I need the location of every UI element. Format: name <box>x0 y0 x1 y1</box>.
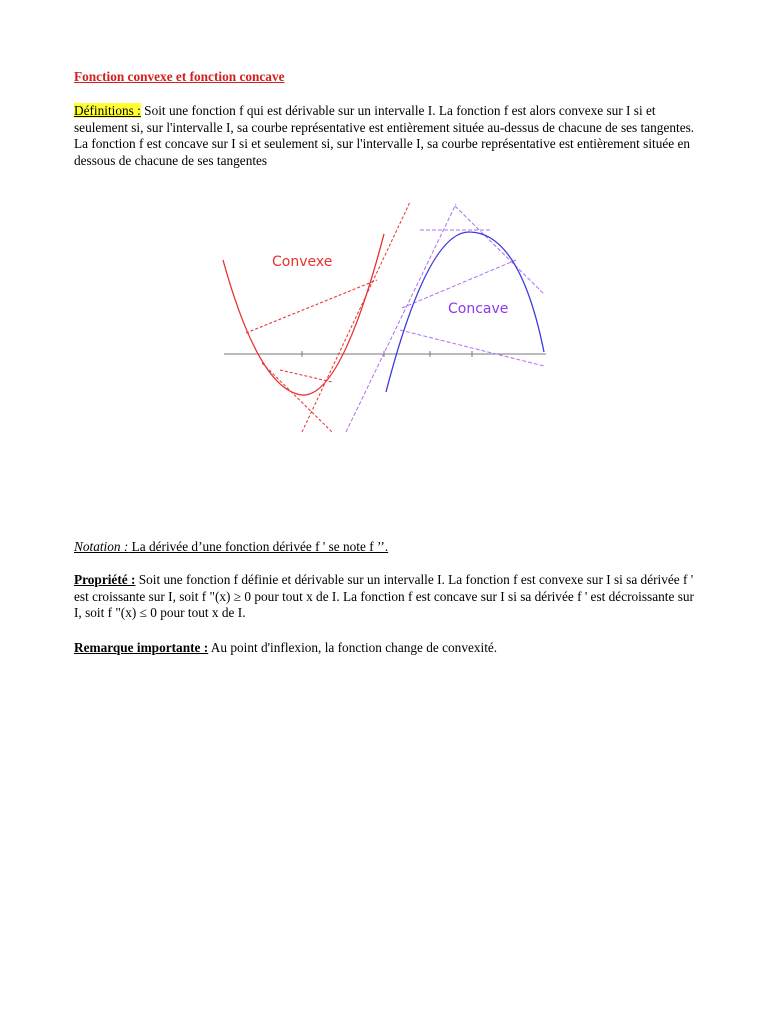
remarque-label: Remarque importante : <box>74 640 209 655</box>
convex-tangent-line <box>262 363 332 432</box>
remarque-paragraph <box>74 640 704 657</box>
convex-tangent-line <box>302 202 410 432</box>
definitions-paragraph <box>74 103 704 169</box>
convex-label: Convexe <box>272 254 333 270</box>
notation-label: Notation : <box>74 539 129 554</box>
notation-text: La dérivée d’une fonction dérivée f ' se note f ’’. <box>128 539 389 554</box>
definitions-label: Définitions : <box>74 103 141 118</box>
convexity-figure <box>220 200 550 440</box>
concave-tangent-line <box>455 206 544 294</box>
definitions-text: Soit une fonction f qui est dérivable sur un intervalle I. La fonction f est alors convexe sur I si et seulement si, sur l'intervalle I, sa courbe représentative est entièrement située au-dessus de chacune de ses tangentes. La fonction f est concave sur I si et seulement si, sur l'intervalle I, sa courbe représentative est entièrement située en dessous de chacune de ses tangentes <box>74 103 695 168</box>
convex-tangent-line <box>246 280 377 333</box>
remarque-text: Au point d'inflexion, la fonction change de convexité. <box>208 640 498 655</box>
concave-tangent-line <box>346 204 456 432</box>
propriete-label: Propriété : <box>74 572 136 587</box>
convex-tangent-line <box>280 370 332 382</box>
concave-tangent-line <box>400 330 544 366</box>
concave-label: Concave <box>448 301 509 317</box>
propriete-text: Soit une fonction f définie et dérivable sur un intervalle I. La fonction f est convexe sur I si sa dérivée f ' est croissante sur I, soit f "(x) ≥ 0 pour tout x de I. La fonction f est concave sur I si sa dérivée f ' est décroissante sur I, soit f "(x) ≤ 0 pour tout x de I. <box>74 572 694 621</box>
notation-paragraph <box>74 539 704 556</box>
page-title: Fonction convexe et fonction concave <box>74 69 285 84</box>
propriete-paragraph <box>74 572 704 622</box>
